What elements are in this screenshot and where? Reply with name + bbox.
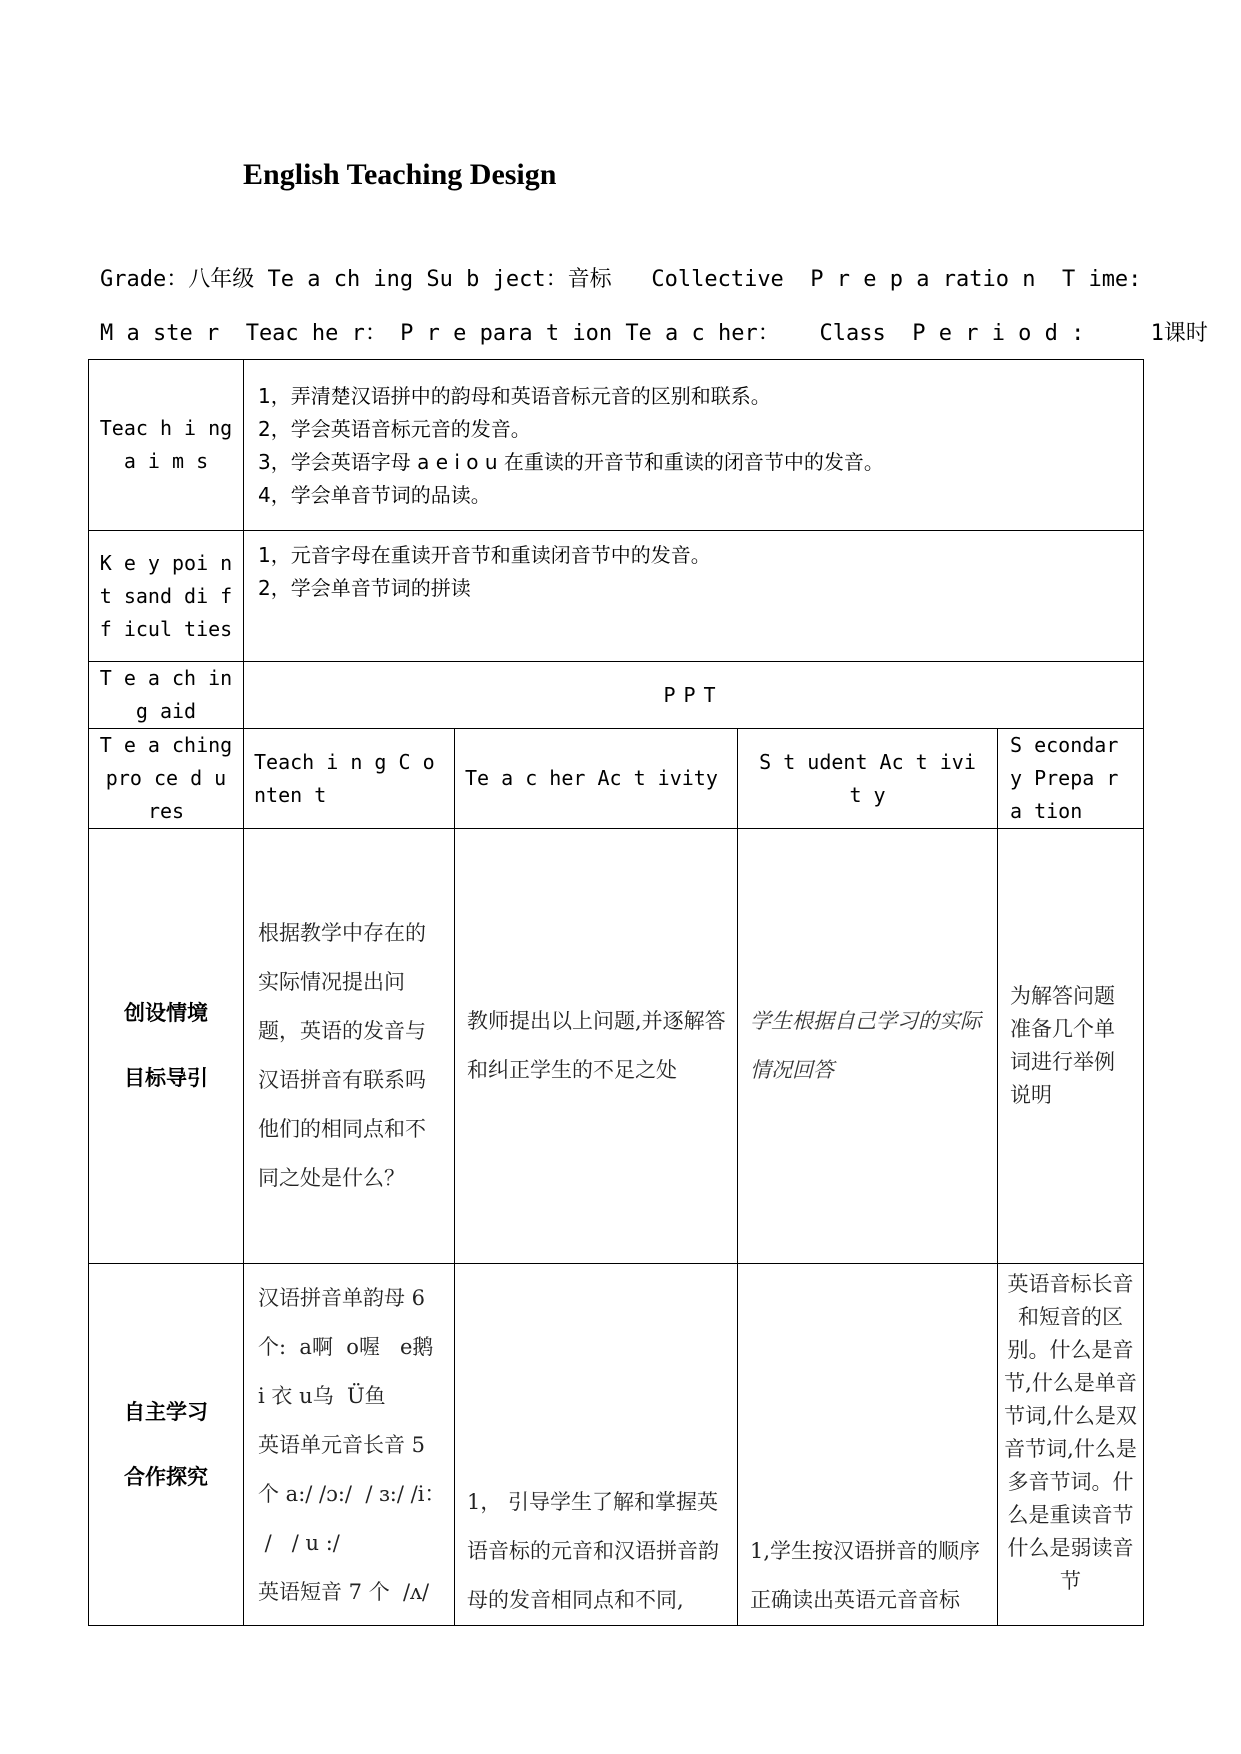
content-line: 英语短音 7 个 /ʌ/ <box>258 1580 430 1604</box>
content-line: 个 a:/ /ɔ:/ / ɜ:/ /i： <box>258 1482 446 1506</box>
key-points-label: K e y poi n t sand di f f icul ties <box>89 531 244 662</box>
stage-label-line: 合作探究 <box>124 1464 208 1489</box>
stage-row <box>89 829 1144 1264</box>
content-line: / / u :/ <box>258 1531 340 1555</box>
teaching-aid-value: PPT <box>244 662 1144 729</box>
content-line: 个: a啊 o喔 e鹅 <box>258 1335 434 1359</box>
aims-item: 2，学会英语音标元音的发音。 <box>258 417 531 441</box>
stage-label-line: 自主学习 <box>124 1399 208 1424</box>
info-line-grade: Grade：八年级 Te a ch ing Su b ject：音标 Collective P r e p a ratio n T ime: <box>100 267 1142 292</box>
header-student-activity: S t udent Ac t ivi t y <box>738 729 998 829</box>
key-point-item: 1，元音字母在重读开音节和重读闭音节中的发音。 <box>258 543 711 567</box>
student-activity: 学生根据自己学习的实际情况回答 <box>738 829 998 1264</box>
header-row <box>89 729 1144 829</box>
header-teacher-activity: Te a c her Ac t ivity <box>455 729 738 829</box>
key-points-row <box>89 531 1144 662</box>
teaching-content: 根据教学中存在的实际情况提出问题，英语的发音与汉语拼音有联系吗他们的相同点和不同之处是什么？ <box>244 829 455 1264</box>
header-content: Teach i n g C o nten t <box>244 729 455 829</box>
key-point-item: 2，学会单音节词的拼读 <box>258 576 471 600</box>
teaching-aid-label: T e a ch in g aid <box>89 662 244 729</box>
header-secondary-preparation: S econdar y Prepa r a tion <box>998 729 1144 829</box>
content-line: 英语单元音长音 5 <box>258 1433 426 1457</box>
teacher-activity: 教师提出以上问题,并逐解答和纠正学生的不足之处 <box>455 829 738 1264</box>
aims-row <box>89 360 1144 531</box>
content-line: 汉语拼音单韵母 6 <box>258 1286 426 1310</box>
design-table <box>88 359 1144 1626</box>
aims-item: 1，弄清楚汉语拼中的韵母和英语音标元音的区别和联系。 <box>258 384 771 408</box>
stage-label <box>89 1264 244 1626</box>
stage-row <box>89 1264 1144 1626</box>
content-line: i 衣 u乌 Ü鱼 <box>258 1384 386 1408</box>
teaching-aid-row <box>89 662 1144 729</box>
stage-label-line: 目标导引 <box>124 1066 208 1090</box>
aims-list <box>244 360 1144 531</box>
student-activity: 1,学生按汉语拼音的顺序正确读出英语元音音标 <box>738 1264 998 1626</box>
aims-item: 4，学会单音节词的品读。 <box>258 483 491 507</box>
secondary-preparation: 英语音标长音和短音的区别。什么是音节,什么是单音节词,什么是双音节词,什么是多音节词。什么是重读音节什么是弱读音节 <box>998 1264 1144 1626</box>
info-line-teacher: M a ste r Teac he r： P r e para t ion Te a c her： Class P e r i o d : 1课时 <box>100 321 1208 346</box>
teacher-activity: 1， 引导学生了解和掌握英语音标的元音和汉语拼音韵母的发音相同点和不同, <box>455 1264 738 1626</box>
page-title: English Teaching Design <box>243 158 557 191</box>
stage-label-line: 创设情境 <box>124 1001 208 1025</box>
teaching-content <box>244 1264 455 1626</box>
aims-label: Teac h i ng a i m s <box>89 360 244 531</box>
aims-item: 3，学会英语字母 a e i o u 在重读的开音节和重读的闭音节中的发音。 <box>258 450 884 474</box>
header-procedures: T e a ching pro ce d u res <box>89 729 244 829</box>
stage-label <box>89 829 244 1264</box>
key-points-list <box>244 531 1144 662</box>
secondary-preparation: 为解答问题准备几个单词进行举例说明 <box>998 829 1144 1264</box>
